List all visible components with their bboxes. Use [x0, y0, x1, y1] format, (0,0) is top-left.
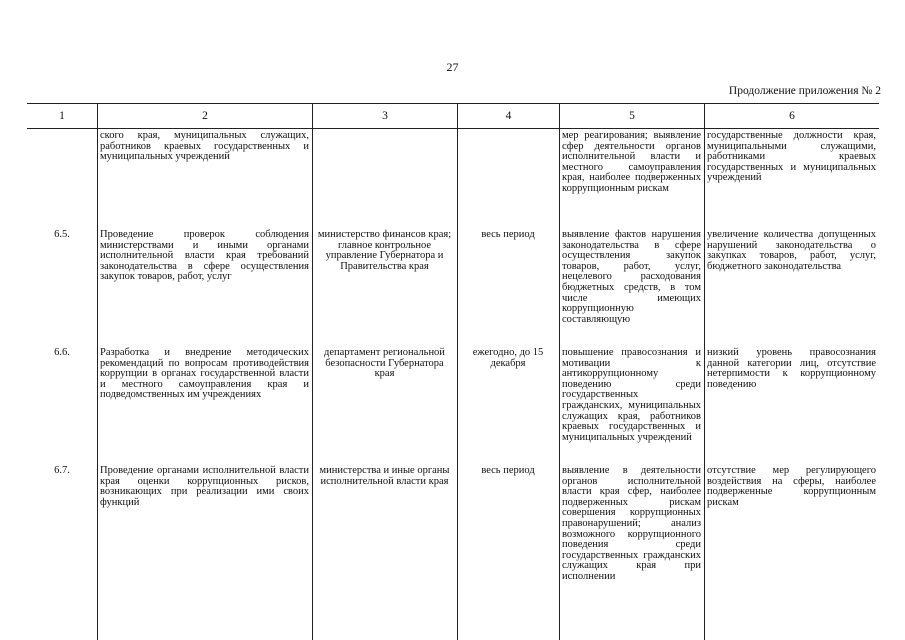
- term-cell: весь период: [481, 465, 535, 476]
- result-cell: повышение правосознания и мотивации к антикоррупционному поведению среди государственных гражданских, муниципальных служащих края, работников краевых государственных и муниципальных учреждений: [562, 347, 701, 443]
- column-header-2: 2: [97, 104, 312, 128]
- indicator-cell: низкий уровень правосознания данной категории лиц, отсутствие нетерпимости к коррупционному поведению: [707, 347, 876, 390]
- term-cell: [457, 131, 559, 195]
- measure-cell: Проведение проверок соблюдения министерствами и иными органами исполнительной власти края требований законодательства в сфере осуществления закупок товаров, работ, услуг: [100, 229, 309, 283]
- executor-cell: министерства и иные органы исполнительной власти края: [319, 465, 450, 487]
- column-header-5: 5: [559, 104, 704, 128]
- column-header-3: 3: [312, 104, 457, 128]
- page-number: 27: [446, 60, 459, 74]
- row-number: 6.5.: [54, 229, 70, 240]
- result-cell: выявление фактов нарушения законодательства в сфере осуществления закупок товаров, работ, услуг, нецелевого расходования бюджетных средств, в том числе имеющих коррупционную составляющую: [562, 229, 701, 325]
- indicator-cell: государственные должности края, муниципальными служащими, работниками краевых государственных и муниципальных учреждений: [707, 130, 876, 184]
- executor-cell: департамент региональной безопасности Губернатора края: [324, 347, 445, 380]
- measure-cell: Проведение органами исполнительной власти края оценки коррупционных рисков, возникающих при реализации ими своих функций: [100, 465, 309, 508]
- continuation-label: Продолжение приложения № 2: [728, 85, 881, 97]
- executor-cell: [312, 131, 457, 195]
- measure-cell: Разработка и внедрение методических рекомендаций по вопросам противодействия коррупции в органах государственной власти и местного самоуправления края и подведомственных им учреждениях: [100, 347, 309, 401]
- result-cell: мер реагирования; выявление сфер деятельности органов исполнительной власти и местного самоуправления края, наиболее подверженных коррупционным рискам: [562, 130, 701, 194]
- term-cell: весь период: [481, 229, 535, 240]
- row-number: [27, 131, 97, 195]
- row-number: 6.7.: [54, 465, 70, 476]
- column-header-1: 1: [59, 110, 65, 122]
- row-number: 6.6.: [54, 347, 70, 358]
- column-header-6: 6: [704, 104, 879, 128]
- indicator-cell: отсутствие мер регулирующего воздействия на сферы, наиболее подверженные коррупционным рискам: [707, 465, 876, 508]
- result-cell: выявление в деятельности органов исполнительной власти края сфер, наиболее подверженных рискам совершения коррупционных правонарушений; анализ возможного коррупционного поведения среди государственных гражданских служащих края при исполнении: [562, 465, 701, 582]
- indicator-cell: увеличение количества допущенных нарушений законодательства о закупках товаров, работ, услуг, бюджетного законодательства: [707, 229, 876, 272]
- executor-cell: министерство финансов края; главное контрольное управление Губернатора и Правительства края: [317, 229, 452, 272]
- measure-cell: ского края, муниципальных служащих, работников краевых государственных и муниципальных учреждений: [100, 130, 309, 163]
- table-header: [27, 103, 879, 129]
- table-row: [27, 230, 879, 325]
- table-row: [27, 348, 879, 443]
- term-cell: ежегодно, до 15 декабря: [472, 347, 544, 369]
- table-body: [27, 128, 879, 640]
- table-row: [27, 131, 879, 195]
- table-row: [27, 466, 879, 583]
- column-header-4: 4: [457, 104, 559, 128]
